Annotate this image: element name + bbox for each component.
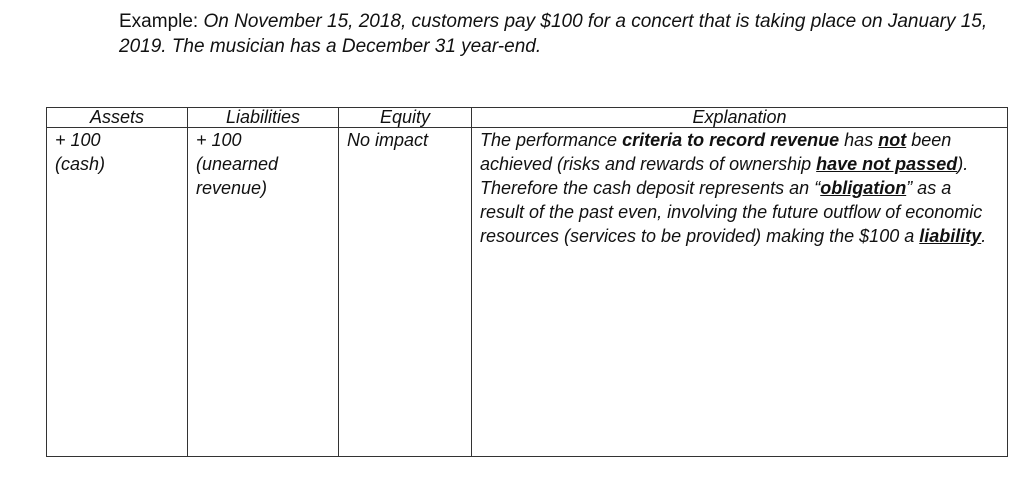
cell-assets bbox=[47, 128, 188, 457]
assets-amount: + 100 bbox=[55, 130, 101, 150]
table-header-row bbox=[47, 108, 1008, 128]
explanation-text bbox=[480, 130, 986, 246]
header-explanation: Explanation bbox=[472, 108, 1008, 128]
header-equity: Equity bbox=[339, 108, 472, 128]
example-lead: Example: bbox=[119, 11, 204, 32]
emphasis-obligation: obligation bbox=[820, 178, 907, 198]
example-text: On November 15, 2018, customers pay $100 for a concert that is taking place on January 15, 2019. The musician has a December 31 year-end. bbox=[119, 11, 988, 57]
emphasis-liability: liability bbox=[919, 226, 982, 246]
emphasis-have-not-passed: have not passed bbox=[816, 154, 958, 174]
explanation-part: ). Therefore the cash deposit represents an “ bbox=[480, 154, 969, 198]
equity-value: No impact bbox=[347, 130, 429, 150]
cell-liabilities bbox=[188, 128, 339, 457]
header-assets: Assets bbox=[47, 108, 188, 128]
explanation-part: . bbox=[981, 226, 987, 246]
accounting-equation-table bbox=[46, 107, 1008, 457]
cell-explanation bbox=[472, 128, 1008, 457]
example-paragraph bbox=[119, 9, 999, 59]
explanation-part: ” as a result of the past even, involving the future outflow of economic resources (services to be provided) making the $100 a bbox=[480, 178, 983, 246]
header-liabilities: Liabilities bbox=[188, 108, 339, 128]
liabilities-amount: + 100 bbox=[196, 130, 242, 150]
cell-equity bbox=[339, 128, 472, 457]
liabilities-note-line2: revenue) bbox=[196, 178, 268, 198]
liabilities-note-line1: (unearned bbox=[196, 154, 279, 174]
table-row bbox=[47, 128, 1008, 457]
emphasis-criteria: criteria to record revenue bbox=[622, 130, 840, 150]
explanation-part: has bbox=[839, 130, 879, 150]
assets-note: (cash) bbox=[55, 154, 106, 174]
emphasis-not: not bbox=[878, 130, 907, 150]
explanation-part: The performance bbox=[480, 130, 623, 150]
explanation-part: been achieved (risks and rewards of ownership bbox=[480, 130, 952, 174]
